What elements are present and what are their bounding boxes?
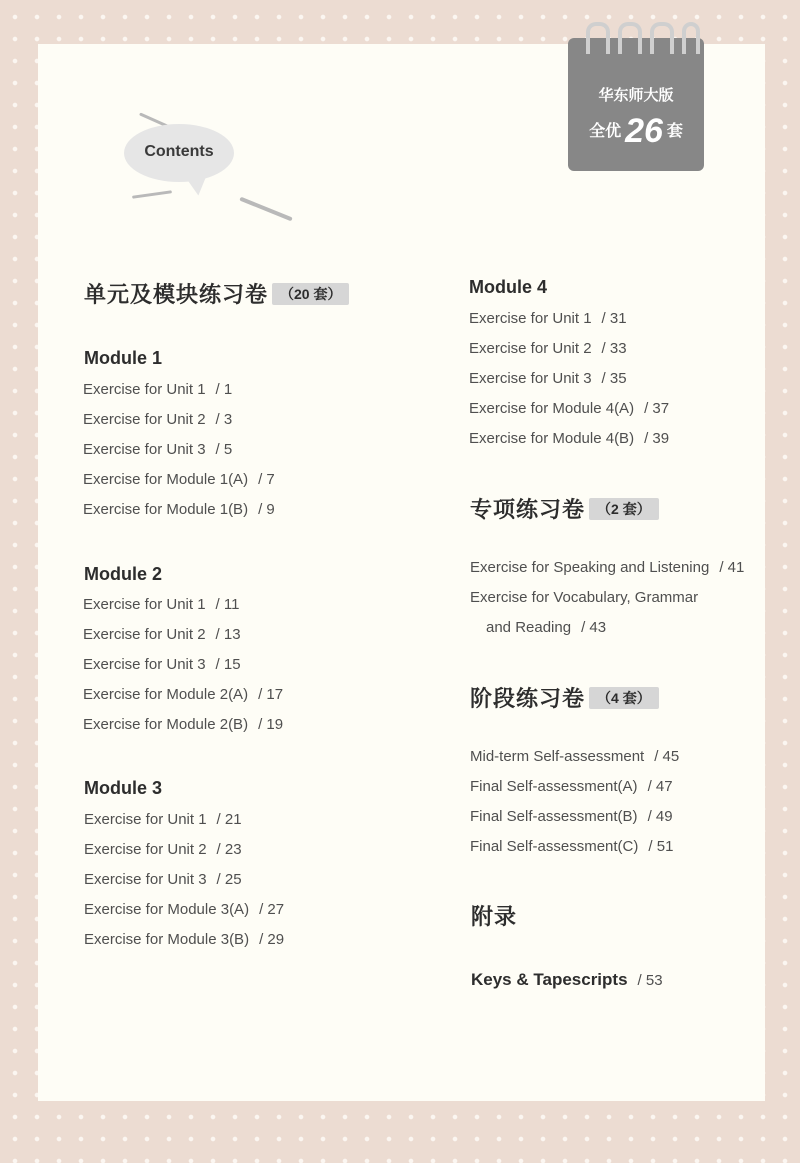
entry-label: and Reading [486,619,572,636]
entry-label: Final Self-assessment(A) [470,778,638,795]
toc-entry[interactable] [83,411,232,428]
entry-label: Exercise for Vocabulary, Grammar [470,589,699,606]
entry-label: Exercise for Unit 3 [469,370,592,387]
section-stage-title [470,682,659,713]
toc-entry[interactable] [469,430,669,447]
binder-ring-icon [682,22,700,54]
entry-label: Exercise for Unit 1 [83,596,206,613]
entry-label: Exercise for Unit 3 [83,441,206,458]
binder-ring-icon [650,22,674,54]
badge-number: 26 [625,112,663,150]
entry-label: Exercise for Module 3(B) [84,931,250,948]
entry-label: Exercise for Unit 2 [469,340,592,357]
entry-page: / 41 [719,559,745,576]
toc-entry[interactable] [83,441,232,458]
entry-page: / 17 [258,686,284,703]
toc-entry[interactable] [470,589,698,606]
entry-label: Exercise for Module 1(B) [83,501,249,518]
section-unit-title [84,278,349,309]
toc-entry[interactable] [470,808,673,825]
toc-entry[interactable] [84,841,242,858]
section-special-title [470,493,659,524]
badge-prefix: 全优 [589,123,622,140]
toc-entry[interactable] [84,871,242,888]
section-stage-count: （4 套） [589,687,659,709]
toc-entry[interactable] [469,340,627,357]
entry-label: Keys & Tapescripts [471,970,628,989]
toc-entry[interactable] [83,716,283,733]
toc-entry[interactable] [470,838,673,855]
toc-entry[interactable] [83,626,241,643]
entry-label: Exercise for Module 1(A) [83,471,249,488]
toc-entry[interactable] [469,370,627,387]
entry-page: / 35 [601,370,627,387]
toc-entry[interactable] [84,931,284,948]
entry-label: Exercise for Unit 1 [84,811,207,828]
badge-edition: 华东师大版 [598,87,674,104]
toc-entry[interactable] [469,400,669,417]
entry-page: / 45 [654,748,680,765]
entry-label: Exercise for Unit 2 [83,626,206,643]
entry-label: Exercise for Module 2(B) [83,716,249,733]
entry-page: / 37 [644,400,670,417]
entry-page: / 49 [647,808,673,825]
module-2-title: Module 2 [84,564,163,584]
entry-label: Exercise for Unit 2 [83,411,206,428]
entry-page: / 1 [215,381,233,398]
toc-entry[interactable] [471,970,663,990]
section-unit-text: 单元及模块练习卷 [84,282,269,307]
entry-page: / 47 [647,778,673,795]
section-special-text: 专项练习卷 [470,497,586,522]
toc-entry[interactable] [83,686,283,703]
entry-label: Exercise for Unit 1 [83,381,206,398]
toc-entry[interactable] [470,778,673,795]
section-appendix-title: 附录 [471,904,518,929]
entry-page: / 39 [644,430,670,447]
binder-ring-icon [618,22,642,54]
contents-label: Contents [144,143,214,160]
entry-label: Exercise for Unit 2 [84,841,207,858]
entry-page: / 3 [215,411,233,428]
entry-page: / 11 [215,596,240,613]
entry-label: Exercise for Module 3(A) [84,901,250,918]
module-1-title: Module 1 [84,348,163,368]
entry-page: / 9 [258,501,275,518]
entry-label: Exercise for Module 4(B) [469,430,635,447]
section-unit-count: （20 套） [272,283,349,305]
entry-page: / 29 [259,931,285,948]
entry-label: Exercise for Module 4(A) [469,400,635,417]
badge-count [568,112,704,151]
entry-page: / 13 [215,626,241,643]
entry-page: / 21 [216,811,242,828]
entry-label: Exercise for Module 2(A) [83,686,249,703]
binder-ring-icon [586,22,610,54]
entry-label: Mid-term Self-assessment [470,748,645,765]
badge-suffix: 套 [666,123,683,140]
entry-page: / 53 [637,972,663,989]
toc-entry[interactable] [486,619,606,636]
edition-badge [568,38,704,171]
toc-entry[interactable] [83,381,232,398]
entry-page: / 23 [216,841,242,858]
entry-page: / 5 [215,441,233,458]
toc-entry[interactable] [470,748,679,765]
entry-label: Exercise for Speaking and Listening [470,559,710,576]
section-stage-text: 阶段练习卷 [470,686,586,711]
entry-label: Final Self-assessment(B) [470,808,638,825]
section-special-count: （2 套） [589,498,659,520]
entry-label: Final Self-assessment(C) [470,838,639,855]
module-3-title: Module 3 [84,778,163,798]
toc-entry[interactable] [83,471,275,488]
module-4-title: Module 4 [469,277,548,297]
toc-entry[interactable] [83,501,275,518]
entry-page: / 19 [258,716,284,733]
entry-label: Exercise for Unit 1 [469,310,592,327]
entry-page: / 43 [581,619,607,636]
toc-entry[interactable] [83,656,241,673]
entry-label: Exercise for Unit 3 [83,656,206,673]
toc-entry[interactable] [84,901,284,918]
entry-page: / 7 [258,471,275,488]
entry-page: / 33 [601,340,627,357]
entry-page: / 25 [216,871,242,888]
entry-label: Exercise for Unit 3 [84,871,207,888]
entry-page: / 31 [601,310,627,327]
toc-entry[interactable] [84,811,242,828]
entry-page: / 27 [259,901,285,918]
entry-page: / 51 [648,838,674,855]
toc-entry[interactable] [469,310,627,327]
toc-entry[interactable] [83,596,239,613]
toc-entry[interactable] [470,559,744,576]
entry-page: / 15 [215,656,241,673]
